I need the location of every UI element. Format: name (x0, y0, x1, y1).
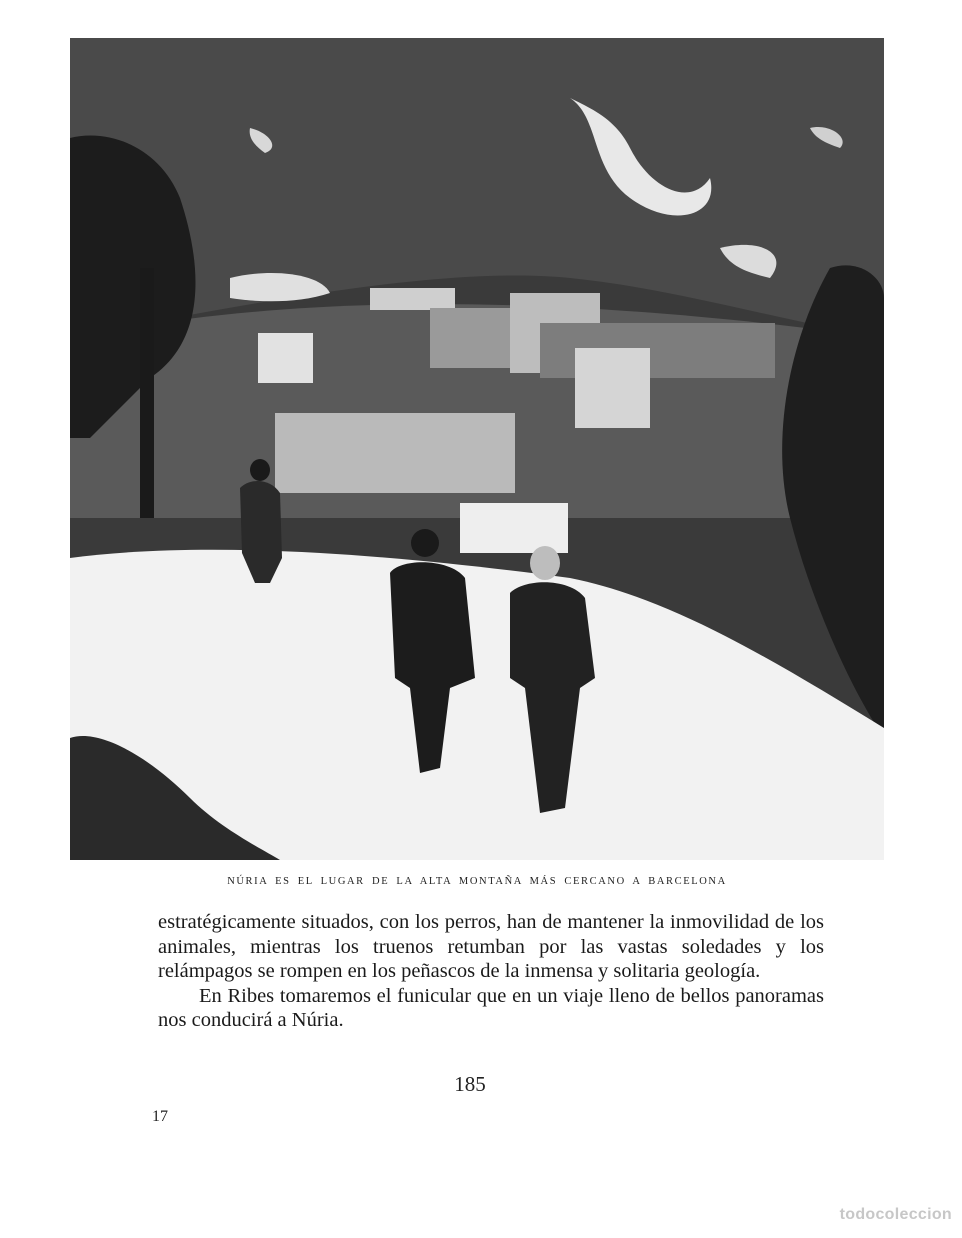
watermark: todocoleccion (839, 1206, 952, 1223)
photo-illustration (70, 38, 884, 860)
signature-mark: 17 (152, 1108, 168, 1125)
photo-nuria (70, 38, 884, 860)
photo-caption: NÚRIA ES EL LUGAR DE LA ALTA MONTAÑA MÁS CERCANO A BARCELONA (227, 876, 727, 887)
page-number: 185 (454, 1072, 486, 1096)
paragraph: estratégicamente situados, con los perros, han de mantener la inmovilidad de los animales, mientras los truenos retumban por las vastas soledades y los relámpagos se rompen en los peñascos de la inmensa y solitaria geología. (158, 911, 824, 982)
body-text (158, 910, 824, 1033)
paragraph: En Ribes tomaremos el funicular que en un viaje lleno de bellos panoramas nos conducirá a Núria. (158, 984, 824, 1031)
